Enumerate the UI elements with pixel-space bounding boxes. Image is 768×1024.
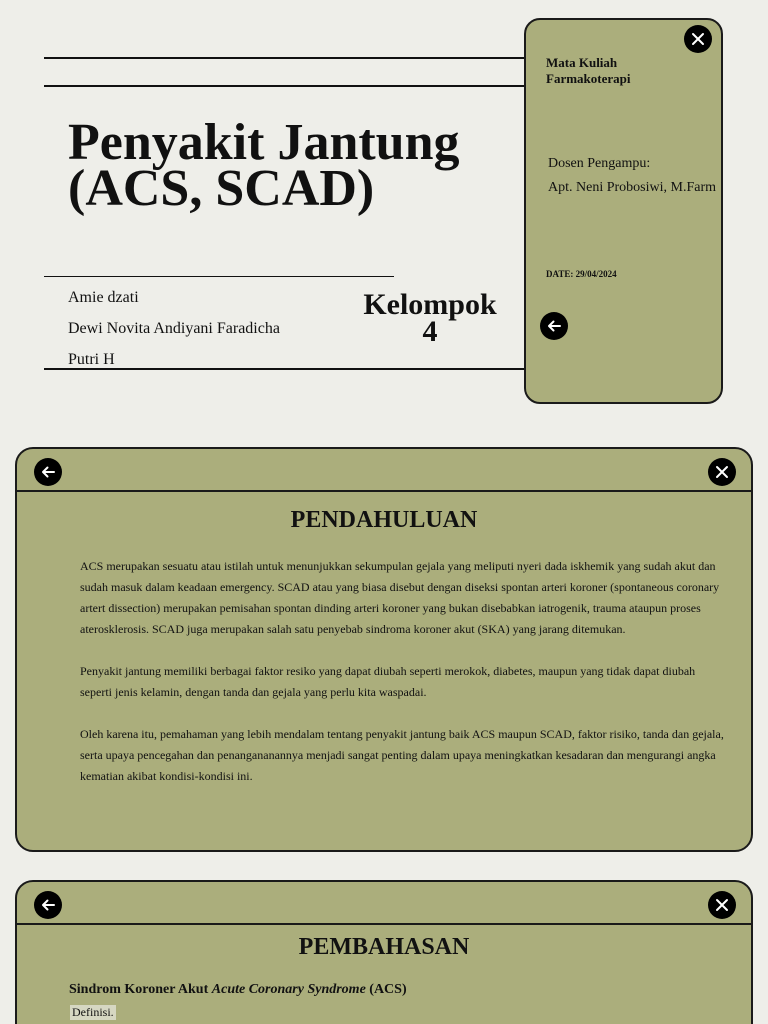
- author-name: Dewi Novita Andiyani Faradicha: [68, 320, 280, 337]
- author-name: Putri H: [68, 351, 115, 368]
- section-heading: PEMBAHASAN: [298, 934, 470, 960]
- close-icon[interactable]: [684, 25, 712, 53]
- title-rule: [44, 276, 394, 277]
- course-info-card: [524, 18, 723, 404]
- paragraph: Oleh karena itu, pemahaman yang lebih mendalam tentang penyakit jantung baik ACS maupun SCAD, faktor risiko, tanda dan gejala, serta upaya pencegahan dan penangananannya menjadi sangat penting dalam upaya meningkatkan kesadaran dan mengurangi angka kematian akibat kondisi-kondisi ini.: [80, 727, 724, 783]
- document-title: Penyakit Jantung (ACS, SCAD): [68, 114, 460, 217]
- arrow-left-icon[interactable]: [34, 458, 62, 486]
- top-rule-1: [44, 57, 524, 59]
- subheading-suffix: (ACS): [369, 982, 407, 997]
- date-label: DATE: 29/04/2024: [546, 269, 617, 279]
- course-name: [546, 55, 630, 87]
- course-line: Mata Kuliah: [546, 55, 618, 70]
- group-label-text: Kelompok: [363, 288, 497, 321]
- definition-label: Definisi.: [72, 1005, 114, 1019]
- panel-header-bar: [17, 882, 751, 925]
- arrow-left-icon[interactable]: [540, 312, 568, 340]
- bottom-rule: [44, 368, 524, 370]
- paragraph: ACS merupakan sesuatu atau istilah untuk menunjukkan sekumpulan gejala yang meliputi nyeri dada iskhemik yang sudah akut dan sudah masuk dalam keadaan emergency. SCAD atau yang biasa disebut dengan diseksi spontan arteri koroner (spontaneous coronary artert dissection) merupakan pemisahan spontan dinding arteri koroner yang bukan disebabkan iatrogenik, trauma ataupun proses aterosklerosis. SCAD juga merupakan salah satu penyebab sindroma koroner akut (SKA) yang jarang ditemukan.: [80, 559, 720, 636]
- panel-header-bar: [17, 449, 751, 492]
- intro-panel: [15, 447, 753, 852]
- top-rule-2: [44, 85, 524, 87]
- intro-body: [80, 556, 725, 808]
- paragraph: Penyakit jantung memiliki berbagai faktor resiko yang dapat diubah seperti merokok, diabetes, maupun yang tidak dapat diubah seperti jenis kelamin, dengan tanda dan gejala yang perlu kita waspadai.: [80, 664, 696, 699]
- author-name: Amie dzati: [68, 289, 139, 306]
- lecturer-label: Dosen Pengampu:: [548, 156, 651, 171]
- group-label: [350, 288, 510, 348]
- subheading-italic: Acute Coronary Syndrome: [211, 982, 366, 997]
- lecturer-info: [548, 152, 716, 200]
- subheading-prefix: Sindrom Koroner Akut: [69, 982, 209, 997]
- section-heading: PENDAHULUAN: [290, 507, 478, 533]
- discussion-panel: [15, 880, 753, 1024]
- course-line: Farmakoterapi: [546, 71, 631, 86]
- group-number: 4: [422, 315, 438, 348]
- close-icon[interactable]: [708, 891, 736, 919]
- arrow-left-icon[interactable]: [34, 891, 62, 919]
- lecturer-name: Apt. Neni Probosiwi, M.Farm: [548, 180, 716, 195]
- close-icon[interactable]: [708, 458, 736, 486]
- subsection-heading: [69, 982, 407, 998]
